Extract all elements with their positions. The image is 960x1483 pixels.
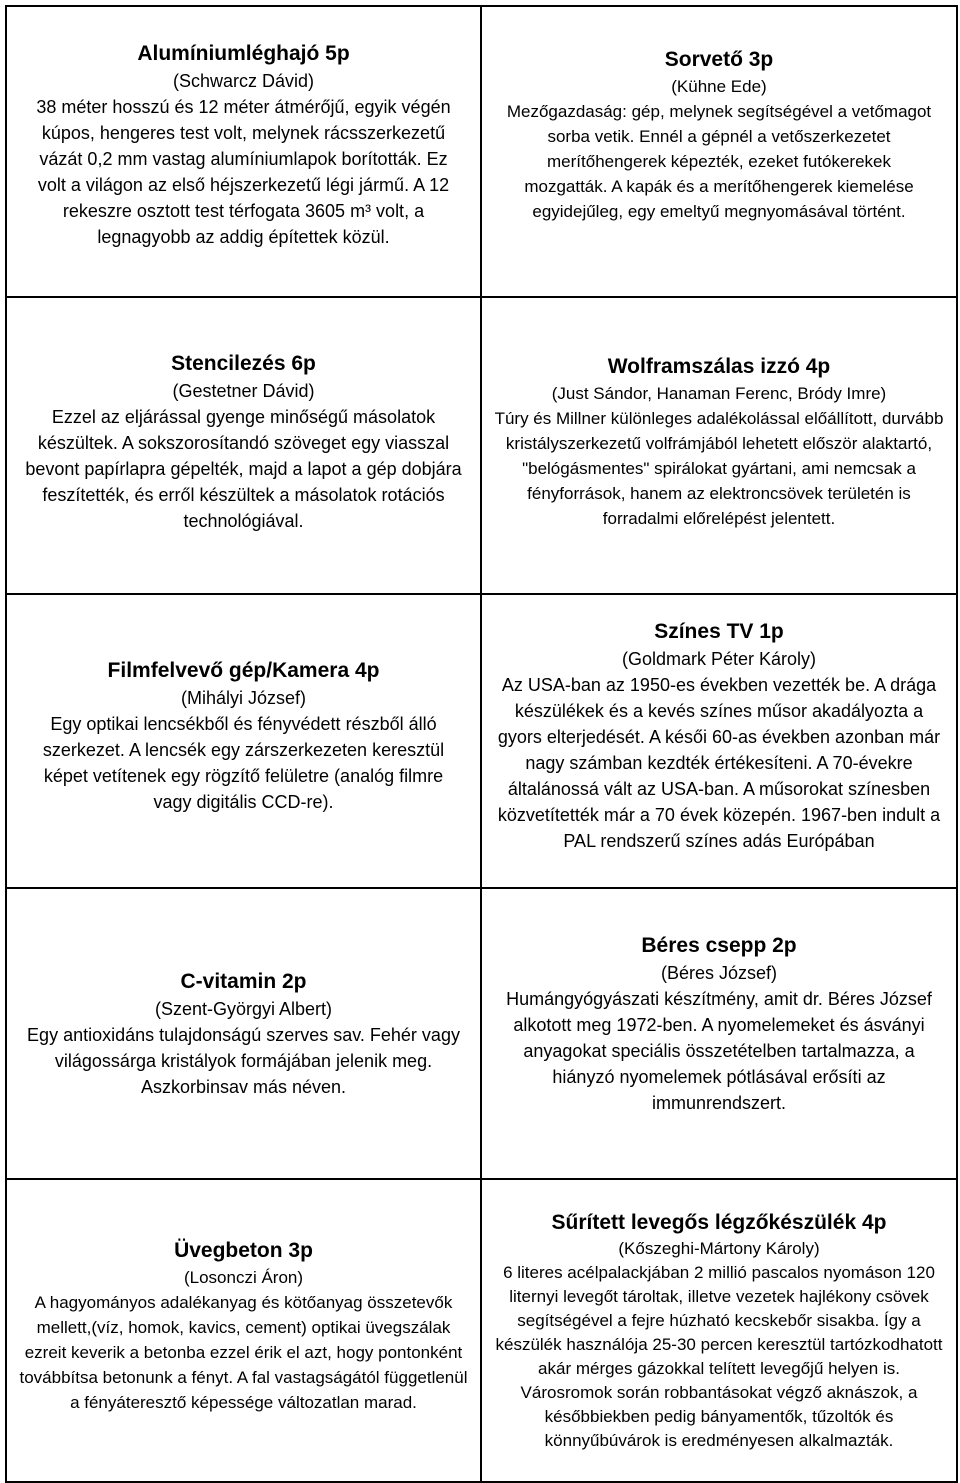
card-title: Filmfelvevő gép/Kamera 4p [107,659,380,682]
invention-card-grid [5,5,958,1483]
card-row [6,888,957,1179]
card-description: Túry és Millner különleges adalékolással előállított, durvább kristályszerkezetű volfrámjából lehetett először alaktartó, "belógásmentes" spirálokat gyártani, ami nemcsak a fényforrások, hanem az elektroncsövek területén is forradalmi előrelépést jelentett. [494,408,944,528]
card-inventor: (Béres József) [660,962,778,983]
card-aluminium-airship [6,6,481,297]
card-description: Humángyógyászati készítmény, amit dr. Béres József alkotott meg 1972-ben. A nyomelemeket és ásványi anyagokat speciális összetételben tartalmazza, a hiányzó nyomelemek pótlásával erősíti az immunrendszert. [506,988,932,1113]
card-inventor: (Schwarcz Dávid) [172,70,315,91]
card-seeder [481,6,957,297]
card-inventor: (Goldmark Péter Károly) [621,649,817,669]
card-title: Sűrített levegős légzőkészülék 4p [551,1210,887,1234]
card-inventor: (Szent-Györgyi Albert) [154,998,333,1019]
card-row [6,1179,957,1482]
card-description: 38 méter hosszú és 12 méter átmérőjű, egyik végén kúpos, hengeres test volt, melynek rácsszerkezetű vázát 0,2 mm vastag alumíniumlapok borították. Ez volt a világon az első héjszerkezetű légi jármű. A 12 rekeszre osztott test térfogata 3605 m³ volt, a legnagyobb az addig építettek közül. [36,96,451,247]
card-row [6,297,957,594]
card-title: Üvegbeton 3p [174,1238,313,1262]
card-inventor: (Kühne Ede) [671,76,767,96]
card-title: Alumíniumléghajó 5p [137,41,350,65]
card-inventor: (Mihályi József) [180,688,307,708]
card-tungsten-bulb [481,297,957,594]
card-title: Béres csepp 2p [641,933,797,957]
card-row [6,6,957,297]
card-description: Egy optikai lencsékből és fényvédett részből álló szerkezet. A lencsék egy zárszerkezeten keresztül képet vetítenek egy rögzítő felületre (analóg filmre vagy digitális CCD-re). [42,714,445,812]
card-title: C-vitamin 2p [180,969,307,993]
card-breathing-apparatus [481,1179,957,1482]
card-description: A hagyományos adalékanyag és kötőanyag összetevők mellett,(víz, homok, kavics, cement) optikai üvegszálak ezreit keverik a betonba ezzel érik el azt, hogy pontonként továbbítsa betonunk a fényt. A fal vastagságától függetlenül a fényáteresztő képessége változatlan marad. [19,1292,468,1412]
card-description: 6 literes acélpalackjában 2 millió pascalos nyomáson 120 liternyi levegőt tároltak, illetve vezetek hajlékony csövek segítségével a fejre húzható kecskebőr sisakba. Így a készülék használója 25-30 percen keresztül tartózkodhatott akár mérges gázokkal telített levegőjű helyen is. Városromok során robbantásokat végző aknászok, a későbbiekben pedig bányamentők, tűzoltók és könnyűbúvárok is eredményesen alkalmazták. [495,1262,943,1450]
card-film-camera [6,594,481,888]
card-description: Ezzel az eljárással gyenge minőségű másolatok készültek. A sokszorosítandó szöveget egy viasszal bevont papírlapra gépelték, majd a lapot a gép dobjára feszítették, és erről készültek a másolatok rotációs technológiával. [25,406,462,531]
card-stencil [6,297,481,594]
card-inventor: (Losonczi Áron) [183,1267,304,1287]
card-color-tv [481,594,957,888]
card-inventor: (Gestetner Dávid) [172,380,315,401]
card-inventor: (Kőszeghi-Mártony Károly) [618,1238,820,1258]
card-title: Wolframszálas izzó 4p [607,354,831,378]
card-description: Egy antioxidáns tulajdonságú szerves sav. Fehér vagy világossárga kristályok formájában jelenik meg. Aszkorbinsav más néven. [27,1024,460,1097]
card-title: Színes TV 1p [654,620,784,643]
card-title: Stencilezés 6p [171,351,316,375]
card-inventor: (Just Sándor, Hanaman Ferenc, Bródy Imre) [551,383,887,403]
card-vitamin-c [6,888,481,1179]
card-glass-concrete [6,1179,481,1482]
card-description: Az USA-ban az 1950-es években vezették be. A drága készülékek és a kevés színes műsor akadályozta a gyors elterjedését. A késői 60-as években azonban már nagy számban kezdték értékesíteni. A 70-évekre általánossá vált az USA-ban. A műsorokat színesben közvetítették már a 70 évek közepén. 1967-ben indult a PAL rendszerű színes adás Európában [497,675,941,851]
card-row [6,594,957,888]
card-beres-drops [481,888,957,1179]
card-title: Sorvető 3p [664,47,774,71]
card-description: Mezőgazdaság: gép, melynek segítségével a vetőmagot sorba vetik. Ennél a gépnél a vetőszerkezetet merítőhengerek képezték, ezeket futókerekek mozgatták. A kapák és a merítőhengerek kiemelése egyidejűleg, egy emeltyű megnyomásával történt. [506,101,932,221]
